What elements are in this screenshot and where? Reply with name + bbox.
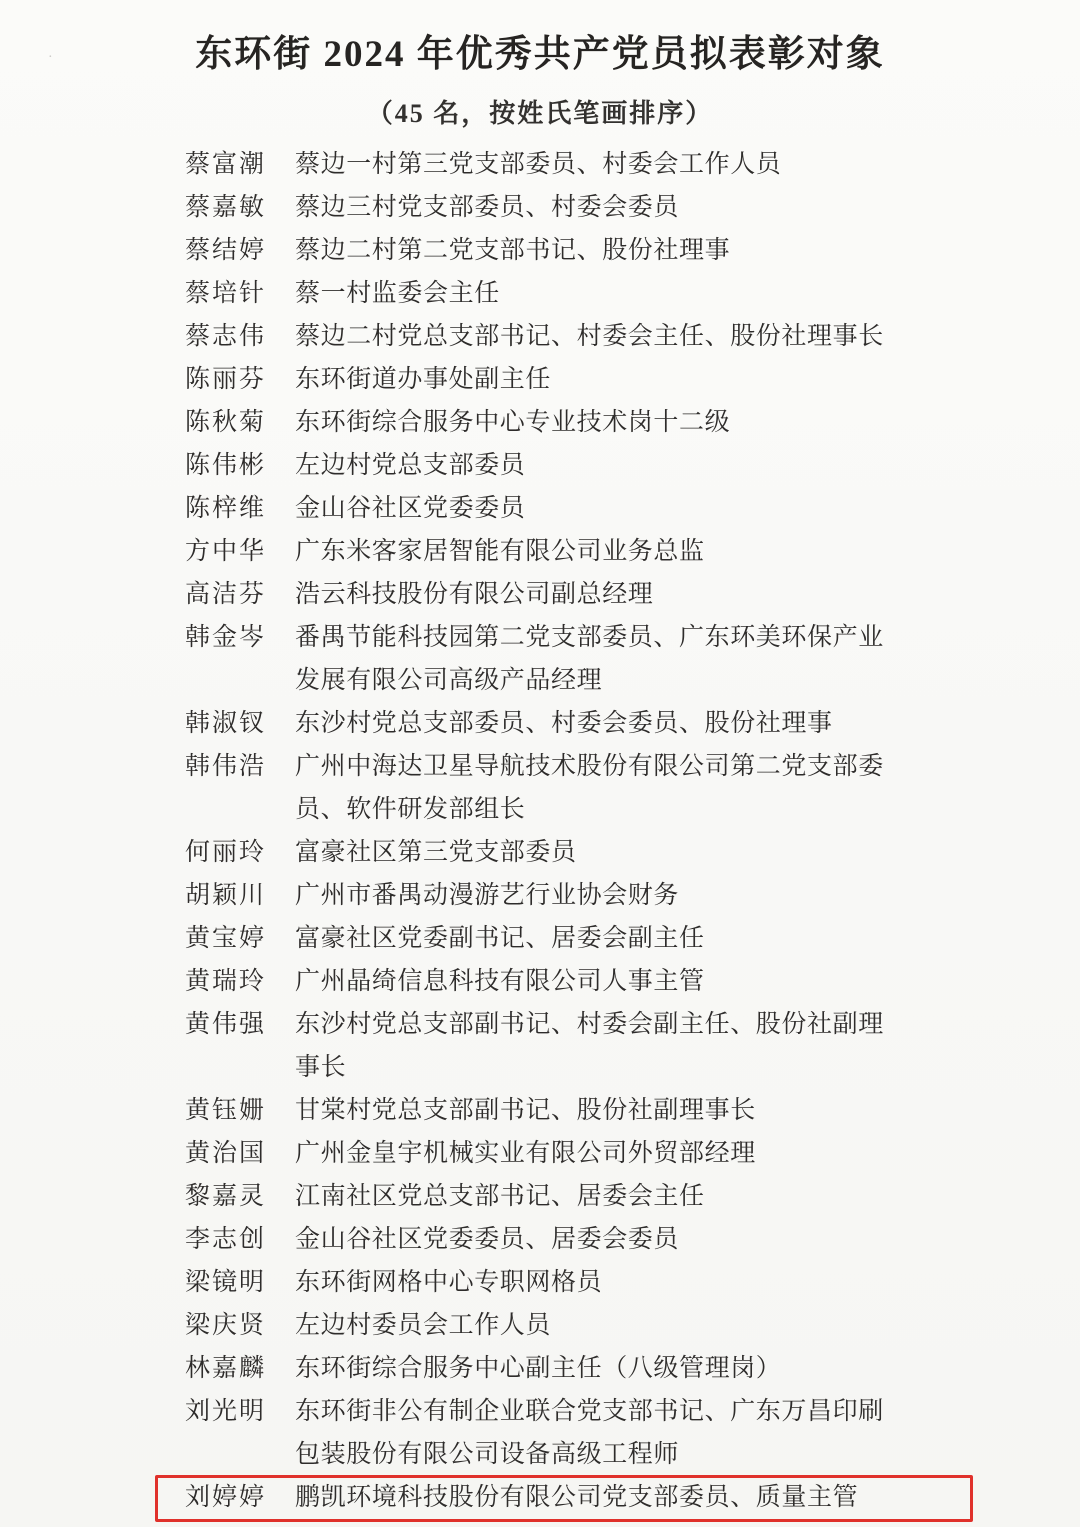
list-item (185, 1218, 895, 1261)
list-item (185, 315, 895, 358)
member-role: 东沙村党总支部委员、村委会委员、股份社理事 (295, 710, 833, 737)
member-role: 东环街综合服务中心专业技术岗十二级 (295, 409, 731, 436)
member-role: 东环街网格中心专职网格员 (295, 1269, 603, 1296)
list-item (185, 1132, 895, 1175)
member-role: 金山谷社区党委委员 (295, 495, 526, 522)
member-name: 黄瑞玲 (185, 968, 267, 995)
member-role: 富豪社区党委副书记、居委会副主任 (295, 925, 705, 952)
roster-list (0, 143, 895, 1519)
member-role: 甘棠村党总支部副书记、股份社副理事长 (295, 1097, 756, 1124)
member-name: 黄宝婷 (185, 925, 267, 952)
list-item (185, 1304, 895, 1347)
list-item (185, 960, 895, 1003)
member-role: 蔡边二村党总支部书记、村委会主任、股份社理事长 (295, 323, 884, 350)
list-item (185, 530, 895, 573)
member-name: 韩金岑 (185, 624, 267, 651)
list-item (185, 487, 895, 530)
list-item (185, 745, 895, 831)
member-name: 高洁芬 (185, 581, 267, 608)
list-item (185, 874, 895, 917)
member-name: 黎嘉灵 (185, 1183, 267, 1210)
member-name: 陈梓维 (185, 495, 267, 522)
list-item (185, 1003, 895, 1089)
member-name: 黄治国 (185, 1140, 267, 1167)
member-role: 东环街道办事处副主任 (295, 366, 552, 393)
member-name: 黄伟强 (185, 1011, 267, 1038)
member-role: 左边村党总支部委员 (295, 452, 526, 479)
member-role: 鹏凯环境科技股份有限公司党支部委员、质量主管 (295, 1484, 859, 1511)
member-name: 梁镜明 (185, 1269, 267, 1296)
member-name: 韩淑钗 (185, 710, 267, 737)
member-name: 李志创 (185, 1226, 267, 1253)
page-subtitle: （45 名，按姓氏笔画排序） (366, 99, 714, 128)
member-name: 陈伟彬 (185, 452, 267, 479)
member-role: 蔡边三村党支部委员、村委会委员 (295, 194, 680, 221)
member-name: 刘婷婷 (185, 1484, 267, 1511)
member-name: 方中华 (185, 538, 267, 565)
list-item (185, 831, 895, 874)
list-item (185, 1175, 895, 1218)
member-role: 蔡边一村第三党支部委员、村委会工作人员 (295, 151, 782, 178)
member-role: 广州市番禺动漫游艺行业协会财务 (295, 882, 680, 909)
list-item (185, 1390, 895, 1476)
member-name: 梁庆贤 (185, 1312, 267, 1339)
member-role: 蔡边二村第二党支部书记、股份社理事 (295, 237, 731, 264)
list-item (185, 229, 895, 272)
member-name: 林嘉麟 (185, 1355, 267, 1382)
list-item (185, 573, 895, 616)
member-name: 刘光明 (185, 1398, 267, 1425)
list-item (185, 1089, 895, 1132)
member-role: 左边村委员会工作人员 (295, 1312, 552, 1339)
member-name: 陈秋菊 (185, 409, 267, 436)
member-role: 广东米客家居智能有限公司业务总监 (295, 538, 705, 565)
list-item (185, 1347, 895, 1390)
list-item (185, 186, 895, 229)
scan-smudge-artifact: · (48, 50, 53, 65)
list-item (185, 358, 895, 401)
member-role: 东环街非公有制企业联合党支部书记、广东万昌印刷包装股份有限公司设备高级工程师 (295, 1398, 884, 1468)
member-role: 番禺节能科技园第二党支部委员、广东环美环保产业发展有限公司高级产品经理 (295, 624, 884, 694)
list-item (185, 272, 895, 315)
member-role: 东沙村党总支部副书记、村委会副主任、股份社副理事长 (295, 1011, 884, 1081)
member-name: 蔡富潮 (185, 151, 267, 178)
page-title: 东环街 2024 年优秀共产党员拟表彰对象 (195, 34, 885, 75)
member-name: 何丽玲 (185, 839, 267, 866)
list-item (185, 401, 895, 444)
list-item (185, 1261, 895, 1304)
member-name: 蔡志伟 (185, 323, 267, 350)
member-role: 蔡一村监委会主任 (295, 280, 500, 307)
member-role: 富豪社区第三党支部委员 (295, 839, 577, 866)
member-role: 广州中海达卫星导航技术股份有限公司第二党支部委员、软件研发部组长 (295, 753, 884, 823)
member-role: 金山谷社区党委委员、居委会委员 (295, 1226, 680, 1253)
member-name: 蔡结婷 (185, 237, 267, 264)
member-name: 胡颖川 (185, 882, 267, 909)
member-role: 东环街综合服务中心副主任（八级管理岗） (295, 1355, 782, 1382)
member-name: 蔡培针 (185, 280, 267, 307)
member-name: 韩伟浩 (185, 753, 267, 780)
member-name: 陈丽芬 (185, 366, 267, 393)
member-role: 广州金皇宇机械实业有限公司外贸部经理 (295, 1140, 756, 1167)
list-item (185, 444, 895, 487)
list-item (185, 702, 895, 745)
member-role: 浩云科技股份有限公司副总经理 (295, 581, 654, 608)
list-item-highlighted (185, 1476, 895, 1519)
list-item (185, 616, 895, 702)
member-name: 黄钰姗 (185, 1097, 267, 1124)
member-role: 江南社区党总支部书记、居委会主任 (295, 1183, 705, 1210)
list-item (185, 143, 895, 186)
list-item (185, 917, 895, 960)
member-role: 广州晶绮信息科技有限公司人事主管 (295, 968, 705, 995)
member-name: 蔡嘉敏 (185, 194, 267, 221)
